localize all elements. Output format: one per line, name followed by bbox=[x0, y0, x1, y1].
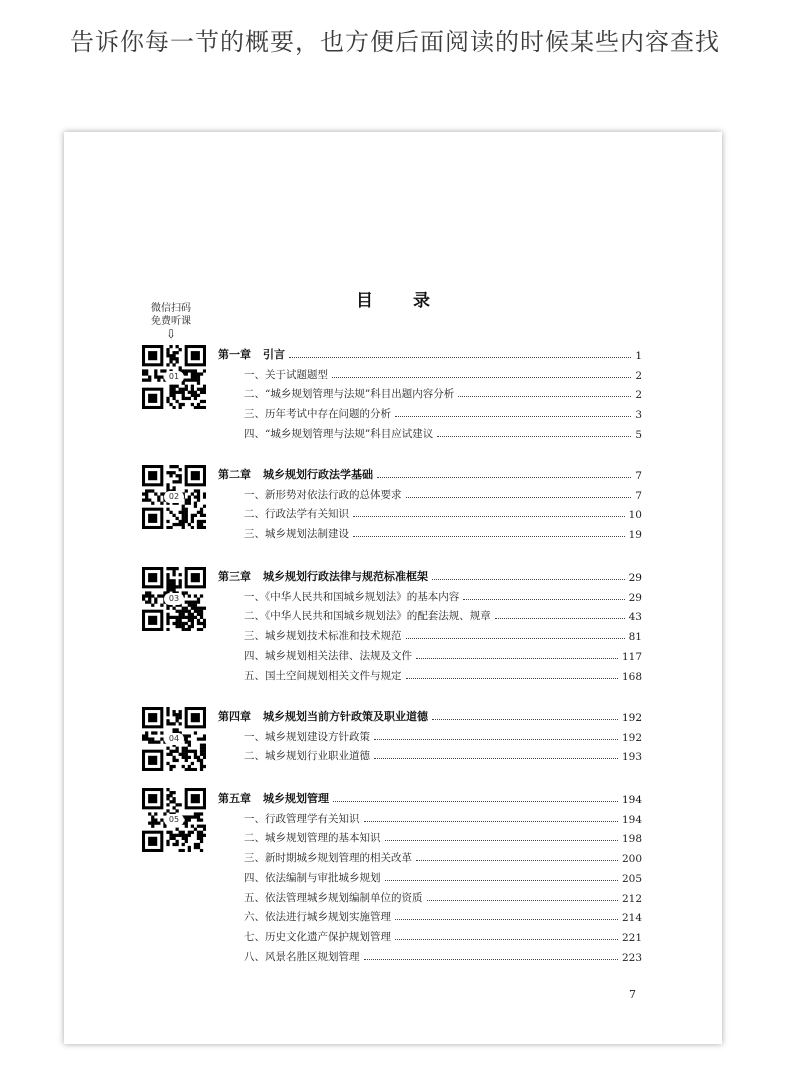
qr-hint bbox=[146, 302, 196, 340]
chapter-page: 192 bbox=[621, 712, 642, 724]
section-title: 一、城乡规划建设方针政策 bbox=[244, 730, 370, 743]
section-title: 三、历年考试中存在问题的分析 bbox=[244, 408, 391, 421]
leader-dots bbox=[406, 638, 625, 639]
toc-section-row[interactable] bbox=[244, 364, 642, 382]
toc-chapter-row[interactable] bbox=[218, 344, 642, 362]
section-title: 六、依法进行城乡规划实施管理 bbox=[244, 911, 391, 924]
section-title: 五、国土空间规划相关文件与规定 bbox=[244, 669, 402, 682]
section-page: 221 bbox=[621, 931, 642, 944]
section-page: 194 bbox=[621, 813, 642, 826]
section-title: 二、《中华人民共和国城乡规划法》的配套法规、规章 bbox=[244, 610, 491, 623]
chapter-title: 城乡规划管理 bbox=[263, 792, 329, 805]
toc-section-row[interactable] bbox=[244, 484, 642, 502]
section-page: 43 bbox=[628, 611, 642, 624]
toc-section-row[interactable] bbox=[244, 745, 642, 763]
section-title: 四、依法编制与审批城乡规划 bbox=[244, 871, 381, 884]
section-title: 七、历史文化遗产保护规划管理 bbox=[244, 930, 391, 943]
section-page: 2 bbox=[635, 369, 642, 382]
leader-dots bbox=[427, 900, 618, 901]
banner-caption: 告诉你每一节的概要，也方便后面阅读的时候某些内容查找 bbox=[70, 28, 720, 56]
section-page: 212 bbox=[621, 892, 642, 905]
section-title: 四、“城乡规划管理与法规”科目应试建议 bbox=[244, 427, 434, 440]
qr-code-icon bbox=[142, 345, 206, 409]
qr-code-icon bbox=[142, 707, 206, 771]
toc-section-row[interactable] bbox=[244, 867, 642, 885]
section-title: 三、城乡规划法制建设 bbox=[244, 528, 349, 541]
toc-section-row[interactable] bbox=[244, 423, 642, 441]
section-page: 5 bbox=[635, 428, 642, 441]
leader-dots bbox=[463, 599, 624, 600]
chapter-number: 第二章 bbox=[218, 468, 251, 481]
qr-code-icon bbox=[142, 788, 206, 852]
toc-section-row[interactable] bbox=[244, 586, 642, 604]
leader-dots bbox=[374, 758, 618, 759]
qr-code-label: 05 bbox=[164, 814, 184, 826]
section-page: 3 bbox=[635, 409, 642, 422]
section-page: 205 bbox=[621, 872, 642, 885]
chapter-number: 第三章 bbox=[218, 570, 251, 583]
section-title: 三、城乡规划技术标准和技术规范 bbox=[244, 630, 402, 643]
toc-section-row[interactable] bbox=[244, 726, 642, 744]
toc-section-row[interactable] bbox=[244, 946, 642, 964]
section-title: 四、城乡规划相关法律、法规及文件 bbox=[244, 649, 412, 662]
leader-dots bbox=[395, 416, 631, 417]
chapter-number: 第五章 bbox=[218, 792, 251, 805]
qr-hint-line1: 微信扫码 bbox=[151, 303, 191, 314]
section-title: 五、依法管理城乡规划编制单位的资质 bbox=[244, 891, 423, 904]
toc-section-row[interactable] bbox=[244, 503, 642, 521]
chapter-number: 第四章 bbox=[218, 710, 251, 723]
toc-section-row[interactable] bbox=[244, 645, 642, 663]
leader-dots bbox=[364, 821, 618, 822]
section-title: 一、《中华人民共和国城乡规划法》的基本内容 bbox=[244, 590, 460, 603]
leader-dots bbox=[458, 396, 631, 397]
section-page: 168 bbox=[621, 670, 642, 683]
chapter-number: 第一章 bbox=[218, 348, 251, 361]
book-page bbox=[64, 132, 722, 1044]
section-page: 223 bbox=[621, 951, 642, 964]
toc-section-row[interactable] bbox=[244, 926, 642, 944]
leader-dots bbox=[416, 860, 618, 861]
page-number: 7 bbox=[629, 988, 636, 1001]
toc-chapter-row[interactable] bbox=[218, 566, 642, 584]
leader-dots bbox=[332, 377, 631, 378]
leader-dots bbox=[353, 516, 625, 517]
section-title: 一、行政管理学有关知识 bbox=[244, 812, 360, 825]
leader-dots bbox=[385, 840, 618, 841]
section-page: 29 bbox=[628, 591, 642, 604]
qr-code-label: 04 bbox=[164, 733, 184, 745]
toc-section-row[interactable] bbox=[244, 403, 642, 421]
chapter-page: 7 bbox=[635, 470, 642, 482]
qr-hint-line2: 免费听课 bbox=[151, 316, 191, 327]
leader-dots bbox=[289, 357, 631, 358]
toc-section-row[interactable] bbox=[244, 523, 642, 541]
leader-dots bbox=[432, 719, 618, 720]
toc-section-row[interactable] bbox=[244, 808, 642, 826]
leader-dots bbox=[395, 939, 618, 940]
toc-title: 目录 bbox=[356, 291, 470, 311]
chapter-page: 194 bbox=[621, 794, 642, 806]
chapter-title: 城乡规划当前方针政策及职业道德 bbox=[263, 710, 428, 723]
section-page: 2 bbox=[635, 389, 642, 402]
chapter-page: 29 bbox=[628, 572, 642, 584]
section-title: 二、行政法学有关知识 bbox=[244, 508, 349, 521]
section-page: 198 bbox=[621, 833, 642, 846]
qr-code-label: 01 bbox=[164, 371, 184, 383]
arrow-down-icon: ⇩ bbox=[165, 327, 177, 341]
chapter-title: 引言 bbox=[263, 348, 285, 361]
leader-dots bbox=[333, 801, 618, 802]
section-page: 19 bbox=[628, 529, 642, 542]
toc-section-row[interactable] bbox=[244, 906, 642, 924]
section-page: 192 bbox=[621, 731, 642, 744]
toc-section-row[interactable] bbox=[244, 887, 642, 905]
section-page: 117 bbox=[621, 650, 642, 663]
section-title: 一、新形势对依法行政的总体要求 bbox=[244, 488, 402, 501]
toc-section-row[interactable] bbox=[244, 665, 642, 683]
section-page: 200 bbox=[621, 853, 642, 866]
leader-dots bbox=[406, 678, 618, 679]
section-page: 10 bbox=[628, 509, 642, 522]
leader-dots bbox=[432, 579, 625, 580]
toc-section-row[interactable] bbox=[244, 605, 642, 623]
qr-code-icon bbox=[142, 567, 206, 631]
section-title: 一、关于试题题型 bbox=[244, 368, 328, 381]
leader-dots bbox=[377, 477, 631, 478]
toc-section-row[interactable] bbox=[244, 625, 642, 643]
section-page: 214 bbox=[621, 912, 642, 925]
chapter-title: 城乡规划行政法学基础 bbox=[263, 468, 373, 481]
toc-chapter-row[interactable] bbox=[218, 788, 642, 806]
leader-dots bbox=[364, 959, 618, 960]
qr-code-label: 02 bbox=[164, 491, 184, 503]
chapter-page: 1 bbox=[635, 350, 642, 362]
toc-section-row[interactable] bbox=[244, 383, 642, 401]
section-title: 二、“城乡规划管理与法规”科目出题内容分析 bbox=[244, 388, 455, 401]
leader-dots bbox=[437, 436, 631, 437]
leader-dots bbox=[374, 739, 618, 740]
section-page: 7 bbox=[635, 489, 642, 502]
chapter-title: 城乡规划行政法律与规范标准框架 bbox=[263, 570, 428, 583]
leader-dots bbox=[353, 536, 625, 537]
leader-dots bbox=[385, 880, 618, 881]
section-title: 三、新时期城乡规划管理的相关改革 bbox=[244, 852, 412, 865]
leader-dots bbox=[395, 919, 618, 920]
toc-section-row[interactable] bbox=[244, 827, 642, 845]
toc-section-row[interactable] bbox=[244, 847, 642, 865]
section-title: 二、城乡规划行业职业道德 bbox=[244, 750, 370, 763]
leader-dots bbox=[495, 618, 625, 619]
leader-dots bbox=[406, 497, 632, 498]
leader-dots bbox=[416, 658, 618, 659]
section-page: 81 bbox=[628, 631, 642, 644]
toc-chapter-row[interactable] bbox=[218, 706, 642, 724]
qr-code-icon bbox=[142, 465, 206, 529]
section-title: 二、城乡规划管理的基本知识 bbox=[244, 832, 381, 845]
qr-code-label: 03 bbox=[164, 593, 184, 605]
section-title: 八、风景名胜区规划管理 bbox=[244, 950, 360, 963]
section-page: 193 bbox=[621, 751, 642, 764]
toc-chapter-row[interactable] bbox=[218, 464, 642, 482]
